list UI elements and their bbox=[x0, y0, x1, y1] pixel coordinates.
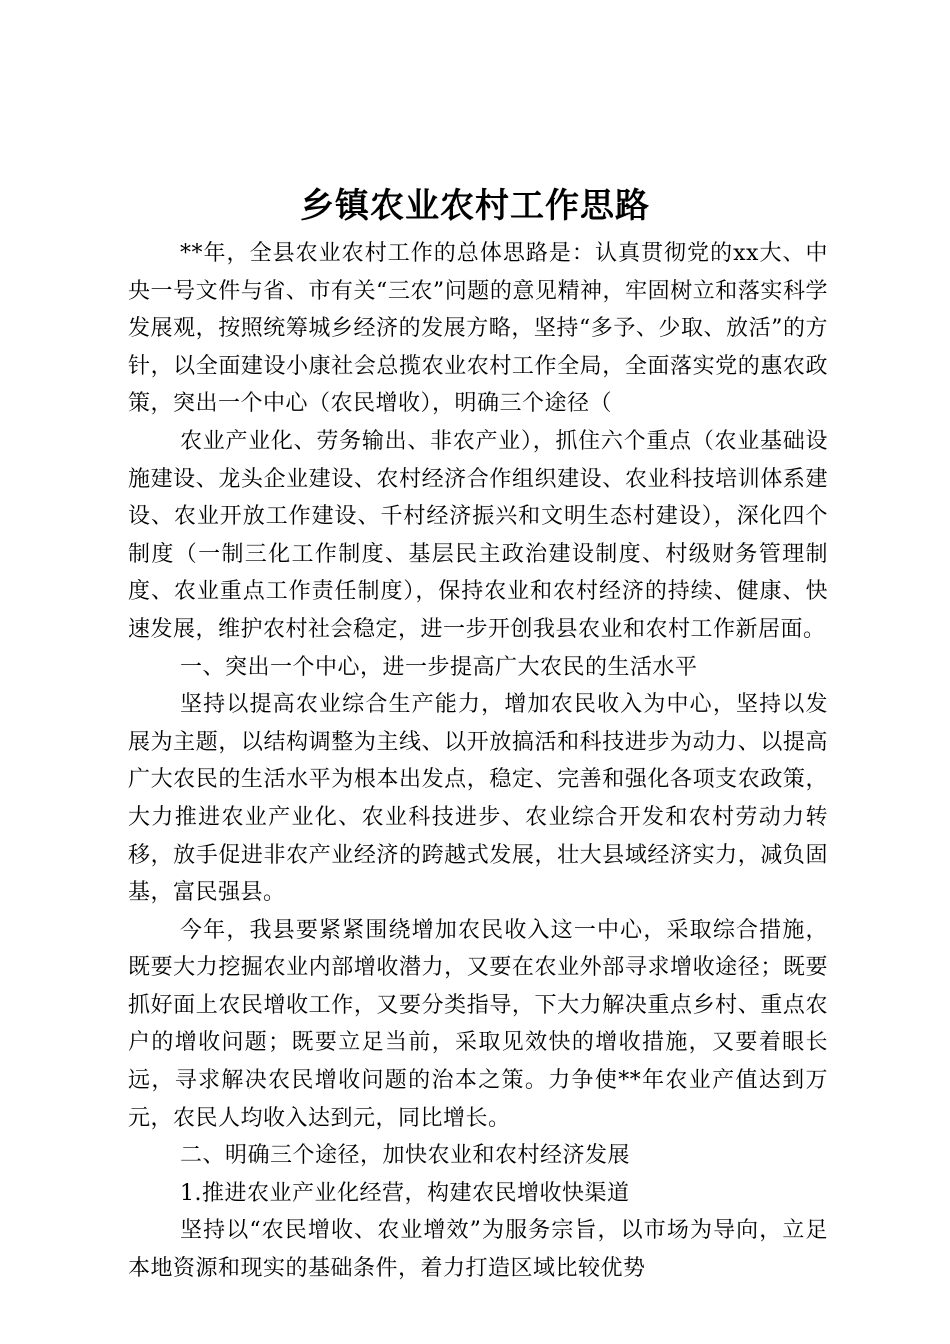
subsection-heading-1: 1.推进农业产业化经营，构建农民增收快渠道 bbox=[180, 1180, 630, 1206]
document-body bbox=[128, 235, 828, 1288]
paragraph-key-points: 农业产业化、劳务输出、非农产业），抓住六个重点（农业基础设施建设、龙头企业建设、农村经济合作组织建设、农业科技培训体系建设、农业开放工作建设、千村经济振兴和文明生态村建设），深化四个制度（一制三化工作制度、基层民主政治建设制度、村级财务管理制度、农业重点工作责任制度），保持农业和农村经济的持续、健康、快速发展，维护农村社会稳定，进一步开创我县农业和农村工作新居面。 bbox=[128, 428, 828, 642]
paragraph-overall-approach: **年，全县农业农村工作的总体思路是：认真贯彻党的xx大、中央一号文件与省、市有关“三农”问题的意见精神，牢固树立和落实科学发展观，按照统筹城乡经济的发展方略，坚持“多予、少取、放活”的方针，以全面建设小康社会总揽农业农村工作全局，全面落实党的惠农政策，突出一个中心（农民增收），明确三个途径（ bbox=[128, 241, 828, 417]
paragraph-center-focus: 坚持以提高农业综合生产能力，增加农民收入为中心，坚持以发展为主题，以结构调整为主线、以开放搞活和科技进步为动力、以提高广大农民的生活水平为根本出发点，稳定、完善和强化各项支农政策，大力推进农业产业化、农业科技进步、农业综合开发和农村劳动力转移，放手促进非农产业经济的跨越式发展，壮大县域经济实力，减负固基，富民强县。 bbox=[128, 692, 828, 906]
document-title: 乡镇农业农村工作思路 bbox=[300, 186, 650, 226]
paragraph-this-year: 今年，我县要紧紧围绕增加农民收入这一中心，采取综合措施，既要大力挖掘农业内部增收潜力，又要在农业外部寻求增收途径；既要抓好面上农民增收工作，又要分类指导，下大力解决重点乡村、重点农户的增收问题；既要立足当前，采取见效快的增收措施，又要着眼长远，寻求解决农民增收问题的治本之策。力争使**年农业产值达到万元，农民人均收入达到元，同比增长。 bbox=[128, 917, 828, 1131]
paragraph-industrialization: 坚持以“农民增收、农业增效”为服务宗旨，以市场为导向，立足本地资源和现实的基础条件，着力打造区域比较优势 bbox=[128, 1218, 828, 1282]
section-heading-1: 一、突出一个中心，进一步提高广大农民的生活水平 bbox=[180, 654, 698, 680]
section-heading-2: 二、明确三个途径，加快农业和农村经济发展 bbox=[180, 1143, 631, 1169]
